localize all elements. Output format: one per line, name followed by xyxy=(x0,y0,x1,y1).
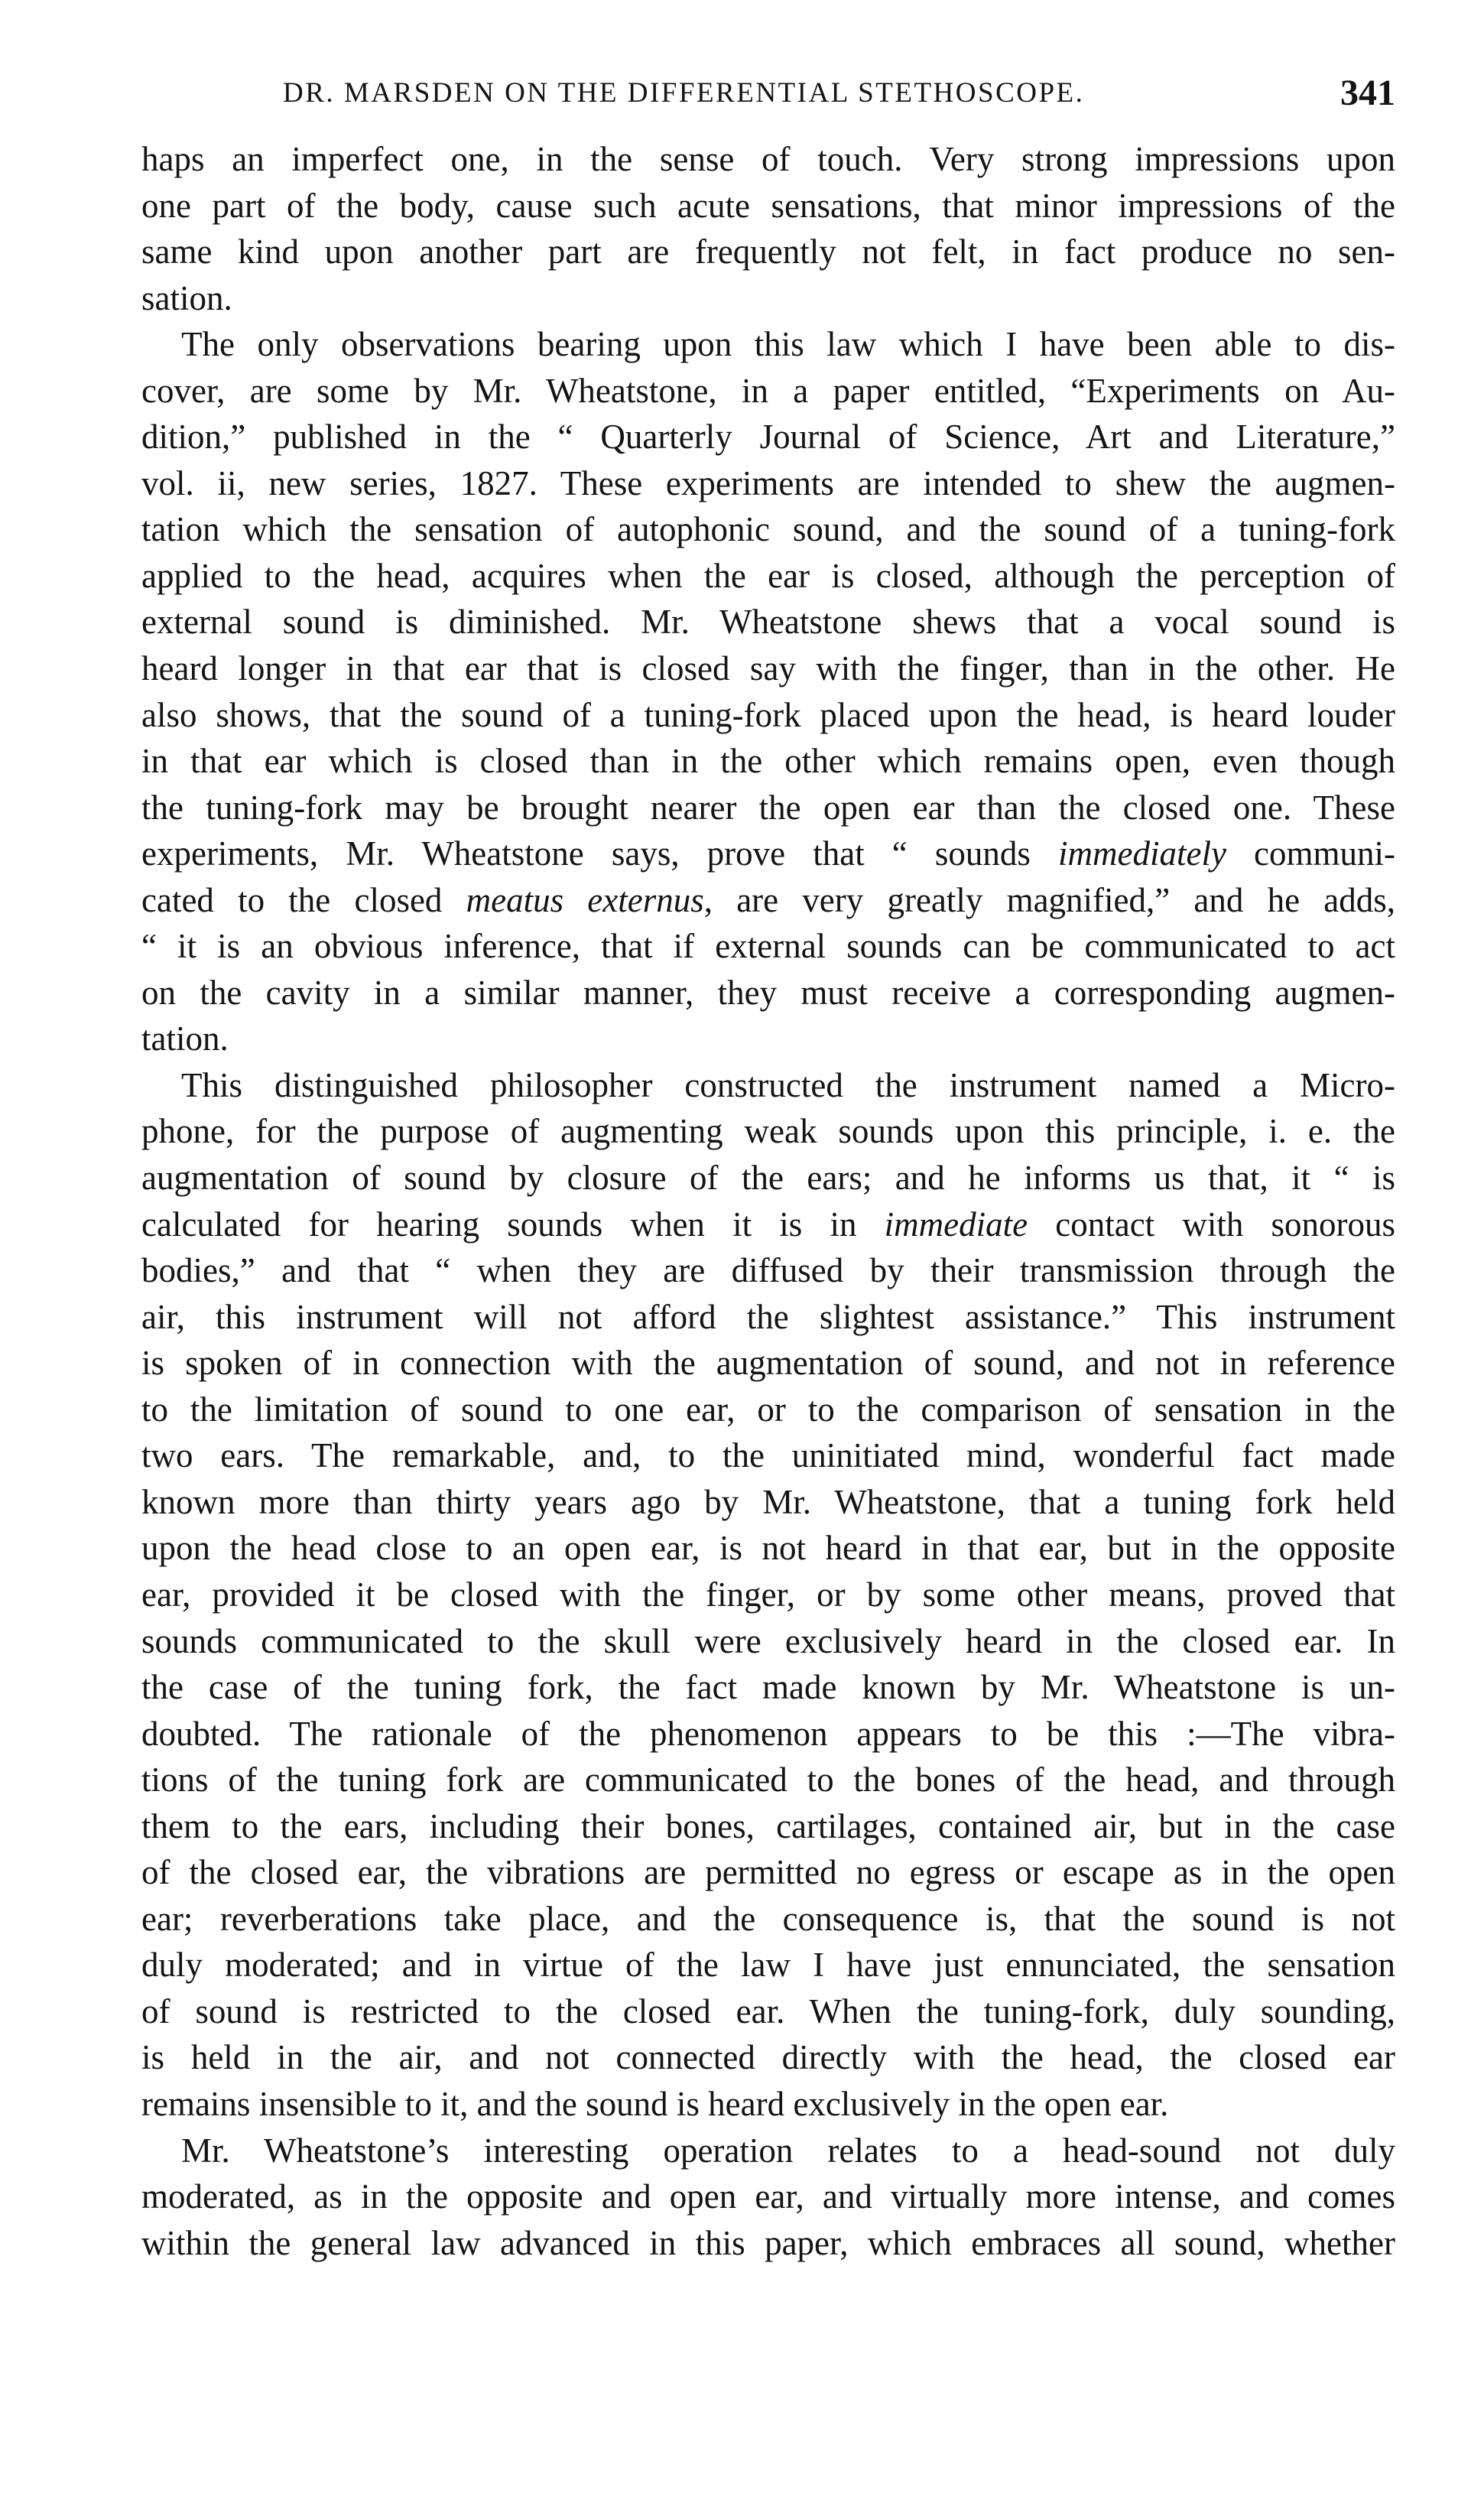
text-line xyxy=(141,877,1395,924)
text-line: of the closed ear, the vibrations are permitted no egress or escape as in the open xyxy=(141,1853,1395,1892)
page-number: 341 xyxy=(1340,73,1395,113)
text-line: augmentation of sound by closure of the ears; and he informs us that, it “ is xyxy=(141,1159,1395,1198)
italic-text: immediately xyxy=(1058,834,1226,873)
text-line: external sound is diminished. Mr. Wheatstone shews that a vocal sound is xyxy=(141,603,1395,642)
text-line: haps an imperfect one, in the sense of touch. Very strong impressions upon xyxy=(141,140,1395,178)
text-line: the case of the tuning fork, the fact made known by Mr. Wheatstone is un- xyxy=(141,1668,1395,1707)
text-line: applied to the head, acquires when the ear is closed, although the perception of xyxy=(141,556,1395,595)
text-line: is spoken of in connection with the augmentation of sound, and not in reference xyxy=(141,1344,1395,1383)
text-line: dition,” published in the “ Quarterly Journal of Science, Art and Literature,” xyxy=(141,418,1395,457)
text-line: ear, provided it be closed with the finger, or by some other means, proved that xyxy=(141,1575,1395,1614)
text-line: “ it is an obvious inference, that if external sounds can be communicated to act xyxy=(141,927,1395,966)
text-line: ear; reverberations take place, and the consequence is, that the sound is not xyxy=(141,1899,1395,1938)
text-line: bodies,” and that “ when they are diffused by their transmission through the xyxy=(141,1251,1395,1290)
italic-text: immediate xyxy=(884,1205,1028,1244)
text-line: is held in the air, and not connected directly with the head, the closed ear xyxy=(141,2038,1395,2077)
text-line: within the general law advanced in this paper, which embraces all sound, whether xyxy=(141,2223,1395,2262)
text-line: in that ear which is closed than in the other which remains open, even though xyxy=(141,742,1395,781)
text-line: doubted. The rationale of the phenomenon appears to be this :—The vibra- xyxy=(141,1714,1395,1753)
text-line: tation. xyxy=(141,1019,229,1058)
text-segment: experiments, Mr. Wheatstone says, prove that “ sounds xyxy=(141,834,1058,873)
text-line: tation which the sensation of autophonic sound, and the sound of a tuning-fork xyxy=(141,510,1395,549)
text-line: to the limitation of sound to one ear, or to the comparison of sensation in the xyxy=(141,1390,1395,1429)
text-segment: calculated for hearing sounds when it is in xyxy=(141,1205,885,1244)
text-line: upon the head close to an open ear, is not heard in that ear, but in the opposite xyxy=(141,1529,1395,1568)
text-segment: , are very greatly magnified,” and he adds, xyxy=(703,880,1395,919)
text-line: sounds communicated to the skull were exclusively heard in the closed ear. In xyxy=(141,1621,1395,1660)
italic-text: meatus externus xyxy=(466,880,704,919)
text-line: Mr. Wheatstone’s interesting operation relates to a head-sound not duly xyxy=(181,2131,1395,2170)
text-line: known more than thirty years ago by Mr. Wheatstone, that a tuning fork held xyxy=(141,1482,1395,1521)
running-title: DR. MARSDEN ON THE DIFFERENTIAL STETHOSCOPE. xyxy=(283,77,1085,109)
text-line: duly moderated; and in virtue of the law I have just ennunciated, the sensation xyxy=(141,1946,1395,1985)
text-line: tions of the tuning fork are communicated to the bones of the head, and through xyxy=(141,1761,1395,1800)
text-line: moderated, as in the opposite and open ear, and virtually more intense, and comes xyxy=(141,2177,1395,2216)
text-line: of sound is restricted to the closed ear. When the tuning-fork, duly sounding, xyxy=(141,1991,1395,2030)
text-line: sation. xyxy=(141,278,232,317)
text-line: vol. ii, new series, 1827. These experiments are intended to shew the augmen- xyxy=(141,463,1395,502)
text-line xyxy=(141,831,1395,877)
text-line xyxy=(141,1201,1395,1248)
body-text xyxy=(141,136,1395,2266)
text-line: the tuning-fork may be brought nearer the open ear than the closed one. These xyxy=(141,788,1395,827)
text-segment: cated to the closed xyxy=(141,880,466,919)
text-segment: contact with sonorous xyxy=(1028,1205,1396,1244)
text-line: air, this instrument will not afford the slightest assistance.” This instrument xyxy=(141,1297,1395,1336)
text-line: same kind upon another part are frequently not felt, in fact produce no sen- xyxy=(141,232,1395,271)
text-line: them to the ears, including their bones, cartilages, contained air, but in the case xyxy=(141,1806,1395,1845)
text-line: two ears. The remarkable, and, to the uninitiated mind, wonderful fact made xyxy=(141,1436,1395,1475)
text-line: phone, for the purpose of augmenting weak sounds upon this principle, i. e. the xyxy=(141,1112,1395,1151)
text-line: also shows, that the sound of a tuning-fork placed upon the head, is heard louder xyxy=(141,695,1395,734)
text-line: The only observations bearing upon this law which I have been able to dis- xyxy=(181,325,1395,364)
text-line: remains insensible to it, and the sound is heard exclusively in the open ear. xyxy=(141,2084,1169,2123)
text-line: on the cavity in a similar manner, they must receive a corresponding augmen- xyxy=(141,973,1395,1012)
text-line: This distinguished philosopher constructed the instrument named a Micro- xyxy=(181,1065,1395,1104)
text-segment: communi- xyxy=(1226,834,1396,873)
text-line: cover, are some by Mr. Wheatstone, in a paper entitled, “Experiments on Au- xyxy=(141,371,1395,410)
text-line: one part of the body, cause such acute sensations, that minor impressions of the xyxy=(141,186,1395,225)
text-line: heard longer in that ear that is closed say with the finger, than in the other. He xyxy=(141,649,1395,688)
running-head xyxy=(126,70,1395,116)
